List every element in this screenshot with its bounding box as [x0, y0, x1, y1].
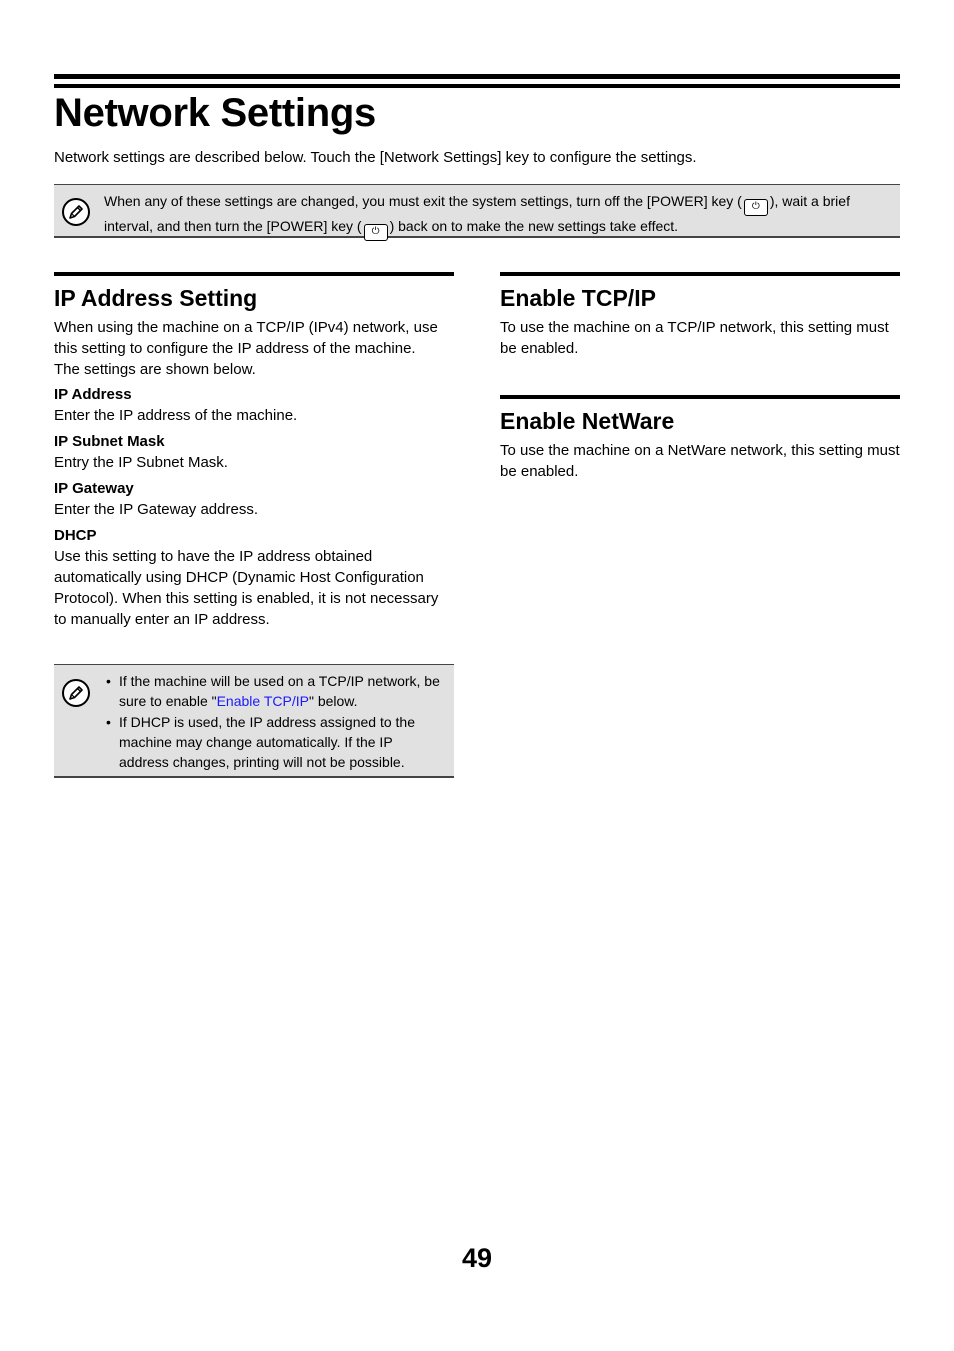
- section-title: IP Address Setting: [54, 285, 258, 311]
- power-key-icon: ⏻: [744, 199, 768, 216]
- settings-change-note: [54, 184, 900, 238]
- section-rule: [54, 272, 454, 276]
- page-intro: Network settings are described below. Touch the [Network Settings] key to configure the settings.: [54, 149, 697, 166]
- term-ip-subnet-mask: IP Subnet Mask: [54, 433, 165, 450]
- note-text-part1: When any of these settings are changed, you must exit the system settings, turn off the [POWER] key (: [104, 193, 742, 209]
- section-rule: [500, 395, 900, 399]
- pencil-note-icon: [62, 679, 90, 707]
- title-rule: [54, 74, 900, 88]
- desc-ip-gateway: Enter the IP Gateway address.: [54, 501, 259, 518]
- page-number: 49: [461, 1243, 493, 1273]
- section-title: Enable TCP/IP: [500, 285, 656, 311]
- note-text-part2: ), wait a brief interval, and then turn the [POWER] key (: [104, 193, 850, 234]
- note-list: [106, 671, 446, 773]
- term-ip-gateway: IP Gateway: [54, 480, 134, 497]
- note-text: [104, 191, 884, 241]
- ip-setting-note: [54, 664, 454, 778]
- desc-dhcp: Use this setting to have the IP address obtained automatically using DHCP (Dynamic Host Configuration Protocol). When this setting is enabled, it is not necessary to manually enter an IP address.: [54, 548, 439, 628]
- enable-tcpip-link[interactable]: Enable TCP/IP: [216, 693, 309, 709]
- enable-netware-section: [500, 395, 900, 482]
- note-text-part3: ) back on to make the new settings take effect.: [389, 218, 679, 234]
- desc-ip-address: Enter the IP address of the machine.: [54, 407, 298, 424]
- pencil-note-icon: [62, 198, 90, 226]
- term-dhcp: DHCP: [54, 527, 97, 544]
- section-rule: [500, 272, 900, 276]
- ip-address-section: [54, 272, 454, 630]
- section-body: To use the machine on a TCP/IP network, this setting must be enabled.: [500, 319, 889, 357]
- power-key-icon: ⏻: [364, 224, 388, 241]
- section-intro: When using the machine on a TCP/IP (IPv4) network, use this setting to configure the IP address of the machine.: [54, 319, 438, 357]
- section-body: To use the machine on a NetWare network, this setting must be enabled.: [500, 442, 900, 480]
- page-title: Network Settings: [54, 91, 376, 135]
- note-bullet: • If the machine will be used on a TCP/IP network, be sure to enable "Enable TCP/IP" below.: [106, 671, 446, 711]
- enable-tcpip-section: [500, 272, 900, 359]
- section-intro-2: The settings are shown below.: [54, 361, 256, 378]
- desc-ip-subnet-mask: Entry the IP Subnet Mask.: [54, 454, 228, 471]
- note-bullet: • If DHCP is used, the IP address assigned to the machine may change automatically. If the IP address changes, printing will not be possible.: [106, 712, 446, 772]
- term-ip-address: IP Address: [54, 386, 132, 403]
- section-title: Enable NetWare: [500, 408, 675, 434]
